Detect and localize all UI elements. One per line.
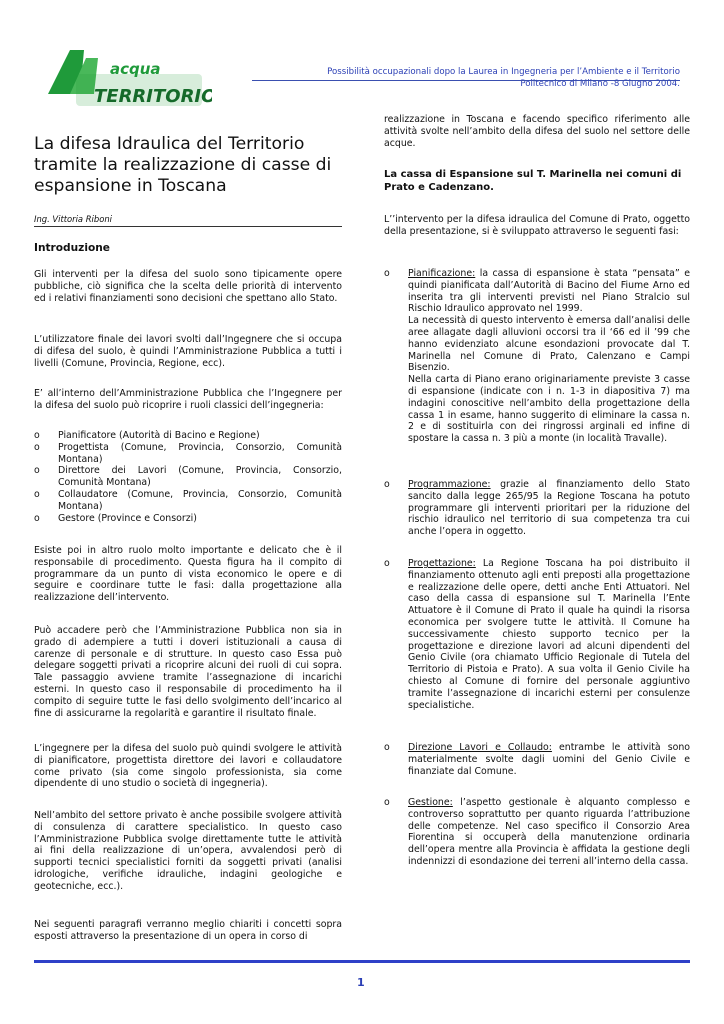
list-item: o Collaudatore (Comune, Provincia, Consorzio, Comunità Montana) — [34, 488, 342, 512]
footer-rule — [34, 960, 690, 963]
right-para-0: realizzazione in Toscana e facendo specifico riferimento alle attività svolte nell’ambito della difesa del suolo nel settore delle acque. — [384, 114, 690, 149]
phase-label: Direzione Lavori e Collaudo: — [408, 742, 552, 753]
header-line-2: Politecnico di Milano -8 Giugno 2004. — [520, 79, 680, 89]
list-item: o Progettista (Comune, Provincia, Consorzio, Comunità Montana) — [34, 441, 342, 465]
left-para-5: Può accadere però che l’Amministrazione Pubblica non sia in grado di adempiere a tutti i doveri istituzionali a causa di carenze di personale e di strutture. In questo caso Essa può delegare soggetti privati a ricoprire alcuni dei ruoli di cui sopra. Tale passaggio avviene tramite l’assegnazione di incarichi esterni. In questo caso il responsabile di procedimento ha il compito di seguire tutte le fasi dello svolgimento dell’incarico al fine di assicurarne la regolarità e garantire il risultato finale. — [34, 625, 342, 719]
phase-label: Gestione: — [408, 797, 453, 808]
phase-item: o Pianificazione: la cassa di espansione è stata “pensata” e quindi pianificata dall’Autorità di Bacino del Fiume Arno ed inserita tra gli interventi previsti nel Piano Stralcio sul Rischio Idraulico approvato nel 1999. La necessità di questo intervento è emersa dall’analisi delle aree allagate dagli alluvioni occorsi tra il ‘66 ed il ’99 che hanno evidenziato alcune esondazioni provocate dal T. Marinella nel Comune di Prato, Calenzano e Campi Bisenzio. Nella carta di Piano erano originariamente previste 3 casse di espansione (indicate con i n. 1-3 in diapositiva 7) ma indagini conoscitive nell’ambito della progettazione della cassa 1 in esame, hanno suggerito di eliminare la cassa n. 2 e di sostituirla con dei ringrossi arginali ed infine di spostare la cassa n. 3 più a monte (in località Travalle). — [384, 268, 690, 445]
left-para-1: Gli interventi per la difesa del suolo sono tipicamente opere pubbliche, ciò significa che la scelta delle priorità di intervento ed i relativi finanziamenti sono decisioni che spettano allo Stato. — [34, 269, 342, 304]
running-header — [252, 66, 680, 90]
phase-label: Pianificazione: — [408, 268, 476, 279]
header-line-1: Possibilità occupazionali dopo la Laurea in Ingegneria per l’Ambiente e il Territorio — [327, 67, 680, 77]
left-para-6: L’ingegnere per la difesa del suolo può quindi svolgere le attività di pianificatore, progettista direttore dei lavori e collaudatore come privato (sia come singolo professionista, sia come dipendente di uno studio o società di ingegneria). — [34, 743, 342, 790]
left-para-4: Esiste poi in altro ruolo molto importante e delicato che è il responsabile di procedimento. Questa figura ha il compito di programmare da un punto di vista economico le opere e di seguire e coordinare tutte le fasi: dalla progettazione alla realizzazione dell’intervento. — [34, 545, 342, 604]
phase-item: o Direzione Lavori e Collaudo: entrambe le attività sono materialmente svolte dagli uomini del Genio Civile e finanziate dal Comune. — [384, 742, 691, 777]
list-item: o Gestore (Province e Consorzi) — [34, 512, 197, 524]
list-item: o Pianificatore (Autorità di Bacino e Regione) — [34, 430, 260, 441]
phase-label: Progettazione: — [408, 558, 476, 569]
phase-label: Programmazione: — [408, 479, 491, 490]
header-rule — [252, 80, 680, 81]
svg-text:TERRITORIO: TERRITORIO — [94, 86, 212, 107]
section-heading: La cassa di Espansione sul T. Marinella nei comuni di Prato e Cadenzano. — [384, 169, 682, 193]
page-number: 1 — [357, 976, 365, 989]
intro-heading: Introduzione — [34, 242, 110, 254]
phase-item: o Progettazione: La Regione Toscana ha poi distribuito il finanziamento ottenuto agli enti preposti alla progettazione e realizzazione delle opere, detti anche Enti Attuatori. Nel caso della cassa di espansione sul T. Marinella l’Ente Attuatore è il Comune di Prato il quale ha quindi la risorsa economica per svolgere tutte le attività. Il Comune ha successivamente chiesto supporto tecnico per la progettazione e direzione lavori ad alcuni dipendenti del Genio Civile (ora chiamato Ufficio Regionale di Tutela del Territorio di Pistoia e Prato). A sua volta il Genio Civile ha chiesto al Comune di fornire del personale aggiuntivo tramite l’assegnazione di incarichi esterni per consulenze specialistiche. — [384, 558, 690, 711]
list-item: o Direttore dei Lavori (Comune, Provincia, Consorzio, Comunità Montana) — [34, 465, 342, 489]
roles-list — [34, 430, 342, 524]
svg-text:acqua: acqua — [110, 60, 161, 78]
left-para-2: L’utilizzatore finale dei lavori svolti dall’Ingegnere che si occupa di difesa del suolo, è quindi l’Amministrazione Pubblica a tutti i livelli (Comune, Provincia, Regione, ecc). — [34, 334, 342, 369]
paper-title: La difesa Idraulica del Territorio tramite la realizzazione di casse di espansione in Toscana — [34, 134, 332, 196]
left-para-7: Nell’ambito del settore privato è anche possibile svolgere attività di consulenza di carattere specialistico. In questo caso l’Amministrazione Pubblica svolge direttamente tutte le attività ai fini della realizzazione di un’opera, avvalendosi però di supporti tecnici specialistici forniti da soggetti privati (analisi idrologiche, verifiche idrauliche, indagini geologiche e geotecniche, ecc.). — [34, 810, 342, 892]
phase-item: o Programmazione: grazie al finanziamento dello Stato sancito dalla legge 265/95 la Regione Toscana ha potuto programmare gli interventi prioritari per la riduzione del rischio idraulico nel territorio di sua competenza tra cui anche l’opera in oggetto. — [384, 479, 690, 538]
phase-item: o Gestione: l’aspetto gestionale è alquanto complesso e controverso soprattutto per quanto riguarda l’attribuzione delle competenze. Nel caso specifico il Consorzio Area Fiorentina si occuperà della manutenzione ordinaria dell’opera mentre alla Provincia è affidata la gestione degli indennizzi di esondazione dei terreni all’interno della cassa. — [384, 797, 690, 867]
right-para-1: L’’intervento per la difesa idraulica del Comune di Prato, oggetto della presentazione, si è sviluppato attraverso le seguenti fasi: — [384, 214, 690, 237]
author: Ing. Vittoria Riboni — [34, 214, 342, 227]
left-para-8: Nei seguenti paragrafi verranno meglio chiariti i concetti sopra esposti attraverso la presentazione di un opera in corso di — [34, 919, 342, 942]
left-para-3: E’ all’interno dell’Amministrazione Pubblica che l’Ingegnere per la difesa del suolo può ricoprire i ruoli classici dell’ingegneria: — [34, 388, 342, 411]
logo — [40, 44, 212, 112]
logo-graphic — [40, 44, 212, 112]
